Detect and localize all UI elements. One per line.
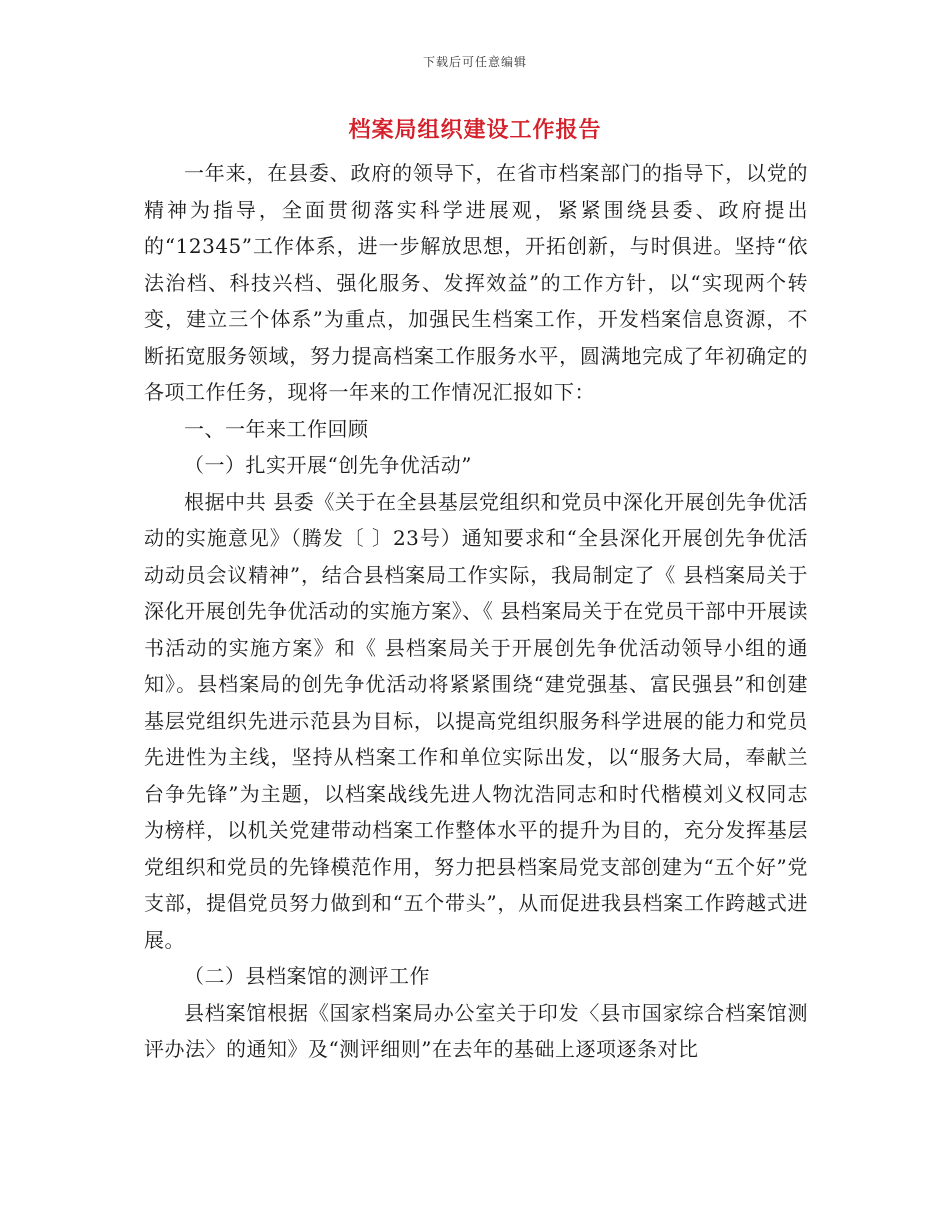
- document-body: [144, 155, 808, 1068]
- subsection-heading-2: （二）县档案馆的测评工作: [184, 964, 430, 988]
- subsection-body-2: 县档案馆根据《国家档案局办公室关于印发〈县市国家综合档案馆测评办法〉的通知》及“测评细则”在去年的基础上逐项逐条对比: [144, 1000, 808, 1061]
- subsection-body-1: 根据中共 县委《关于在全县基层党组织和党员中深化开展创先争优活动的实施意见》（腾发〔 〕23号）通知要求和“全县深化开展创先争优活动动员会议精神”，结合县档案局工作实际，我局制定了《 县档案局关于深化开展创先争优活动的实施方案》、《 县档案局关于在党员干部中开展读书活动的实施方案》和《 县档案局关于开展创先争优活动领导小组的通知》。县档案局的创先争优活动将紧紧围绕“建党强基、富民强县”和创建基层党组织先进示范县为目标，以提高党组织服务科学进展的能力和党员先进性为主线，坚持从档案工作和单位实际出发，以“服务大局，奉献兰台争先锋”为主题，以档案战线先进人物沈浩同志和时代楷模刘义权同志为榜样，以机关党建带动档案工作整体水平的提升为目的，充分发挥基层党组织和党员的先锋模范作用，努力把县档案局党支部创建为“五个好”党支部，提倡党员努力做到和“五个带头”，从而促进我县档案工作跨越式进展。: [144, 489, 808, 952]
- document-title: 档案局组织建设工作报告: [348, 117, 602, 143]
- section-heading-1: 一、一年来工作回顾: [184, 416, 369, 441]
- intro-paragraph: 一年来，在县委、政府的领导下，在省市档案部门的指导下，以党的 精神为指导，全面贯彻落实科学进展观，紧紧围绕县委、政府提出的“12345”工作体系，进一步解放思想，开拓创新，与时俱进。坚持“依法治档、科技兴档、强化服务、发挥效益”的工作方针，以“实现两个转变，建立三个体系”为重点，加强民生档案工作，开发档案信息资源，不断拓宽服务领域，努力提高档案工作服务水平，圆满地完成了年初确定的各项工作任务，现将一年来的工作情况汇报如下：: [144, 161, 808, 404]
- subsection-heading-1: （一）扎实开展“创先争优活动”: [184, 453, 472, 477]
- header-note: 下载后可任意编辑: [422, 55, 527, 69]
